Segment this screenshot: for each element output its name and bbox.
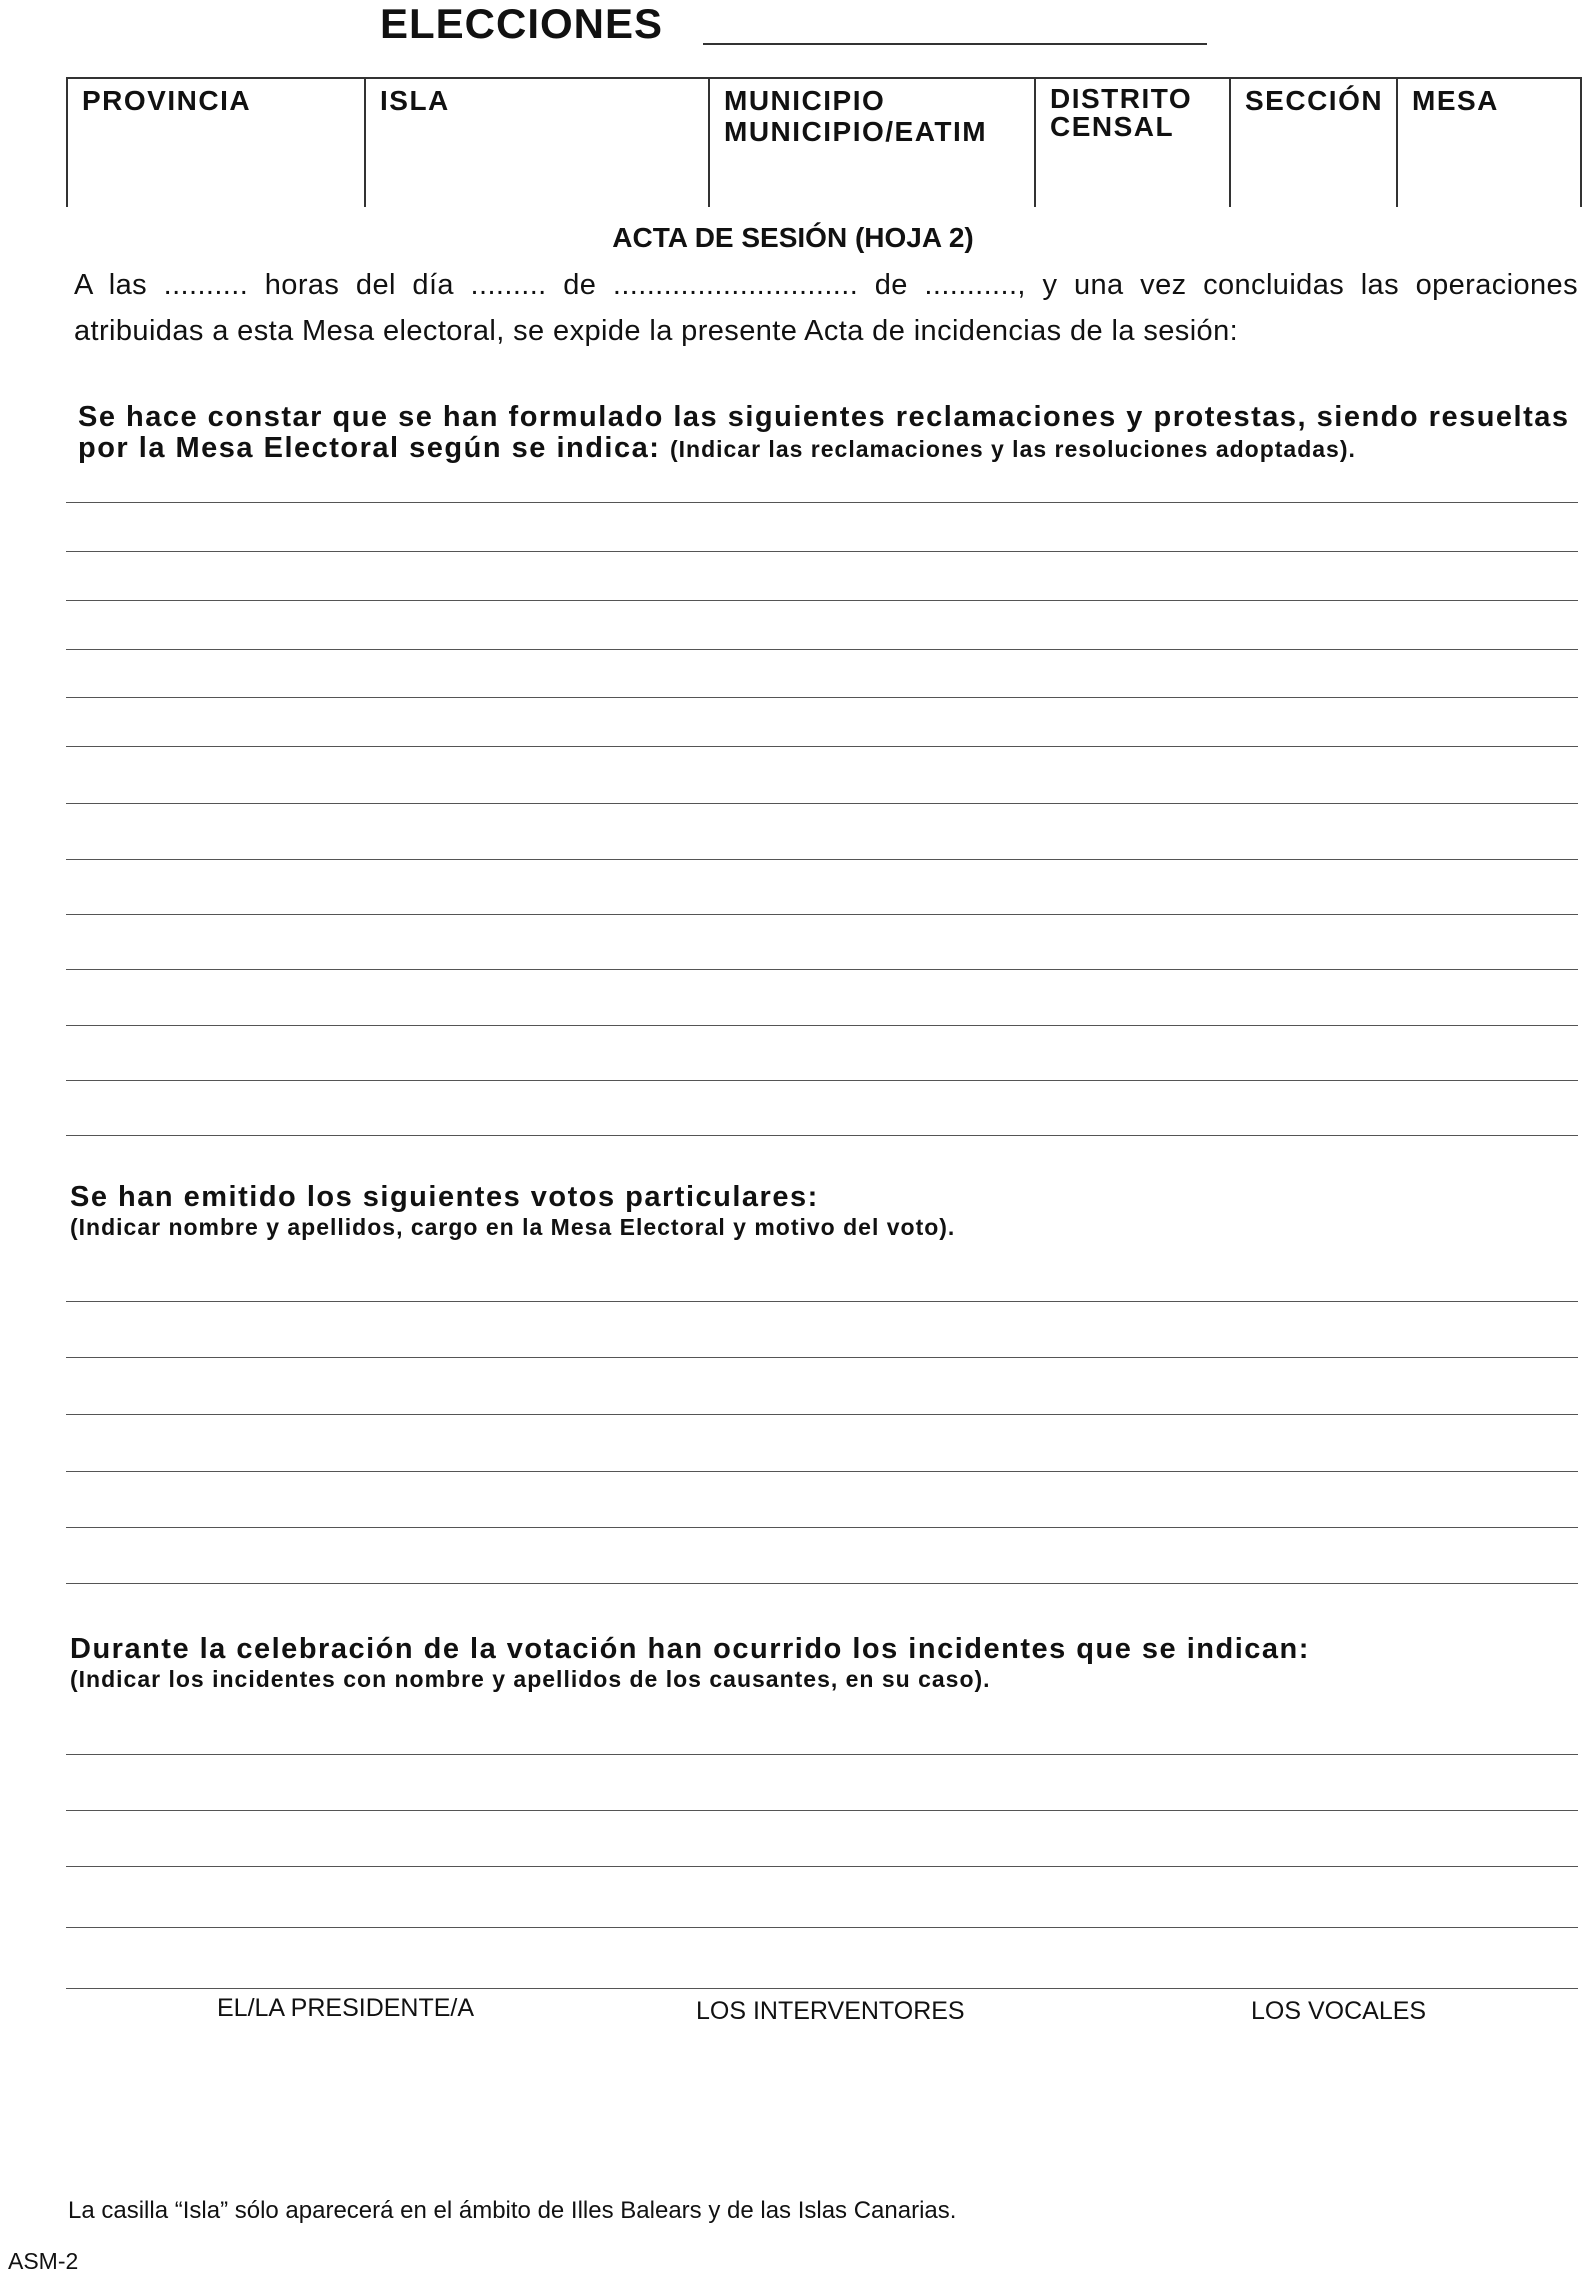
incidentes-line[interactable] [66,1866,1578,1867]
section-reclamaciones-note: (Indicar las reclamaciones y las resoluciones adoptadas). [669,436,1356,462]
signature-vocales-label: LOS VOCALES [1251,1997,1427,2025]
reclamaciones-line[interactable] [66,697,1578,698]
form-code: ASM-2 [8,2248,79,2274]
header-cell-municipio[interactable] [710,79,1036,207]
header-label-isla: ISLA [380,85,450,116]
section-reclamaciones-heading [78,402,1584,465]
header-label-distrito: DISTRITO CENSAL [1050,83,1193,142]
reclamaciones-line[interactable] [66,1080,1578,1081]
votos-line[interactable] [66,1527,1578,1528]
votos-line[interactable] [66,1471,1578,1472]
section-votos-note: (Indicar nombre y apellidos, cargo en la Mesa Electoral y motivo del voto). [70,1214,956,1240]
votos-line[interactable] [66,1414,1578,1415]
acta-intro-text: A las .......... horas del día ......... de ............................. de ..........., y una vez concluidas las operaciones atribuidas a esta Mesa electoral, se expide la presente Acta de incidencias de la sesión: [74,269,1578,347]
reclamaciones-line[interactable] [66,914,1578,915]
section-incidentes-heading: Durante la celebración de la votación han ocurrido los incidentes que se indican: [70,1633,1310,1665]
votos-line[interactable] [66,1583,1578,1584]
reclamaciones-line[interactable] [66,649,1578,650]
incidentes-line[interactable] [66,1988,1578,1989]
incidentes-line[interactable] [66,1754,1578,1755]
signature-interventores-label: LOS INTERVENTORES [696,1997,965,2025]
location-header-table [66,77,1582,207]
header-label-mesa: MESA [1412,85,1499,116]
header-cell-seccion[interactable] [1231,79,1398,207]
header-label-municipio: MUNICIPIO MUNICIPIO/EATIM [724,85,988,147]
header-label-provincia: PROVINCIA [82,85,252,116]
reclamaciones-line[interactable] [66,803,1578,804]
section-incidentes-note: (Indicar los incidentes con nombre y apellidos de los causantes, en su caso). [70,1666,991,1692]
reclamaciones-line[interactable] [66,859,1578,860]
section-reclamaciones-title: Se hace constar que se han formulado las siguientes reclamaciones y protestas, siendo resueltas por la Mesa Electoral según se indica: [78,401,1570,464]
reclamaciones-line[interactable] [66,746,1578,747]
footer-note: La casilla “Isla” sólo aparecerá en el ámbito de Illes Balears y de las Islas Canarias. [68,2197,957,2224]
election-name-blank[interactable] [703,43,1207,45]
header-cell-isla[interactable] [366,79,710,207]
page-title: ELECCIONES [380,0,664,47]
reclamaciones-line[interactable] [66,1135,1578,1136]
reclamaciones-line[interactable] [66,1025,1578,1026]
votos-line[interactable] [66,1301,1578,1302]
header-label-seccion: SECCIÓN [1245,85,1384,116]
reclamaciones-line[interactable] [66,551,1578,552]
header-cell-mesa[interactable] [1398,79,1580,207]
header-cell-provincia[interactable] [68,79,366,207]
signature-president-label: EL/LA PRESIDENTE/A [217,1994,475,2022]
reclamaciones-line[interactable] [66,502,1578,503]
incidentes-line[interactable] [66,1810,1578,1811]
reclamaciones-line[interactable] [66,600,1578,601]
acta-subtitle: ACTA DE SESIÓN (HOJA 2) [612,222,974,253]
header-cell-distrito[interactable] [1036,79,1231,207]
reclamaciones-line[interactable] [66,969,1578,970]
votos-line[interactable] [66,1357,1578,1358]
section-votos-heading: Se han emitido los siguientes votos particulares: [70,1181,819,1213]
incidentes-line[interactable] [66,1927,1578,1928]
